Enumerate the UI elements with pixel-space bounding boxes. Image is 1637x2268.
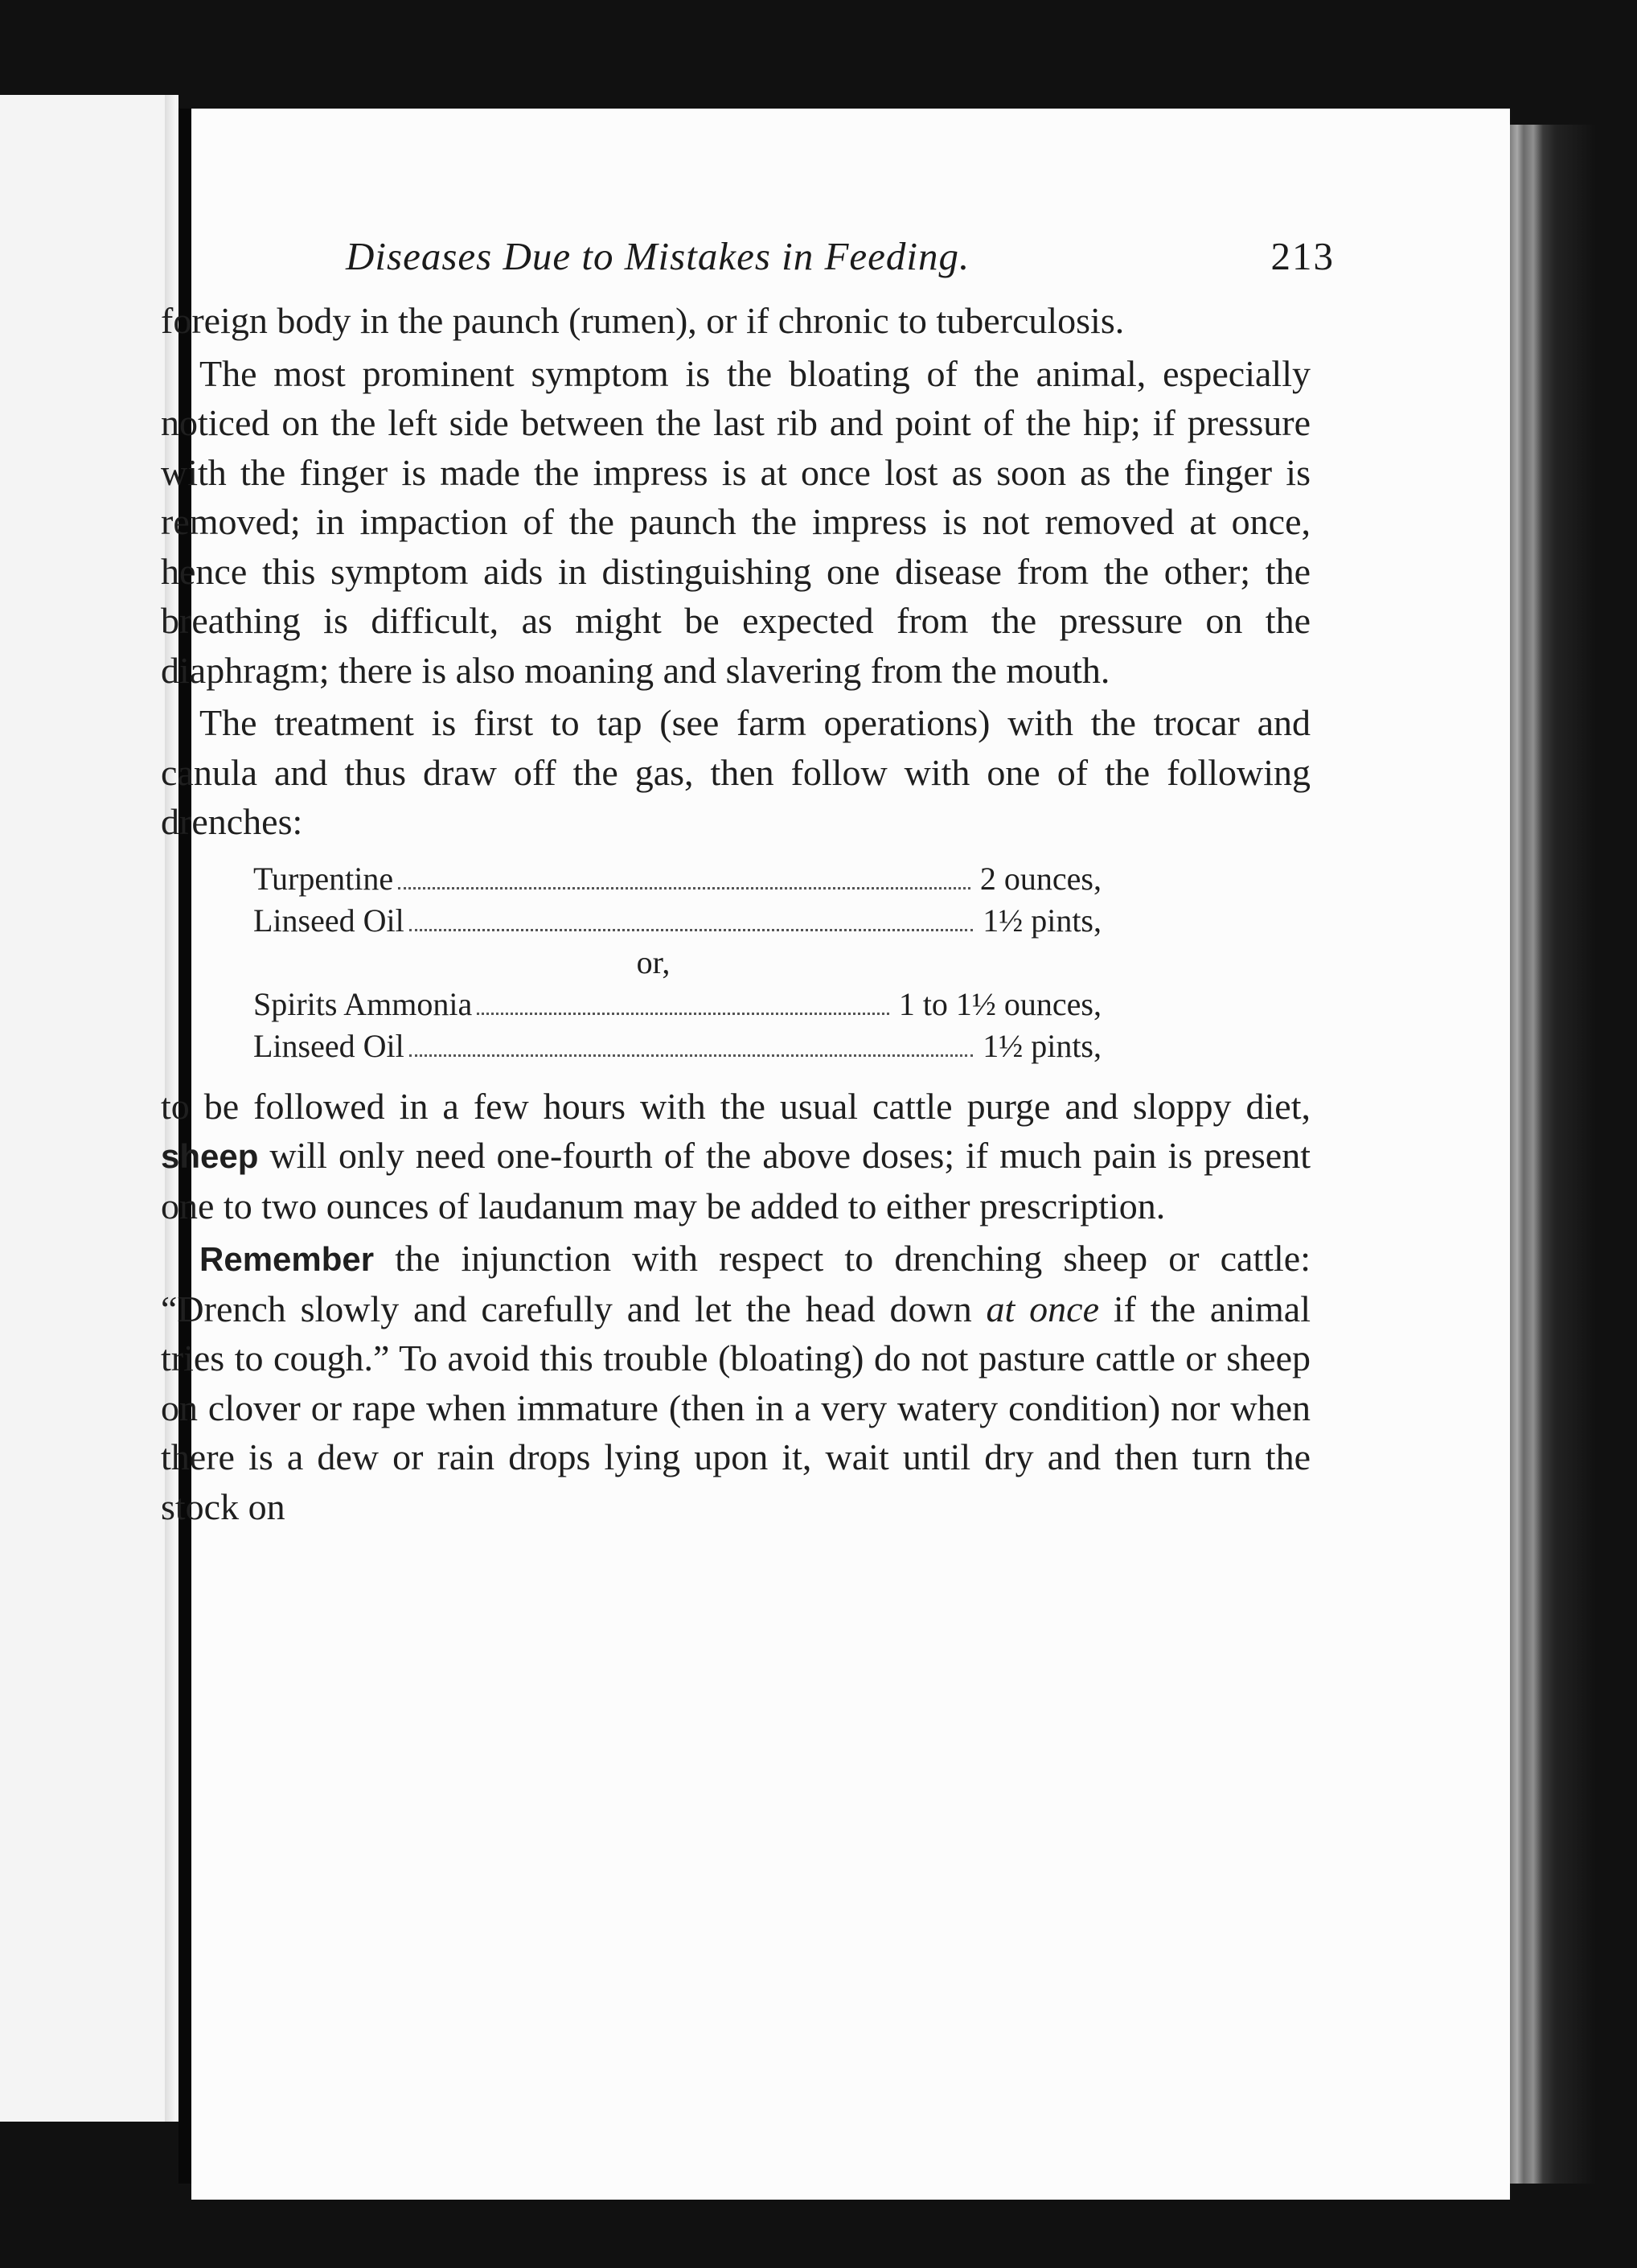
paragraph-2: The most prominent symptom is the bloating of the animal, especially noticed on the left side between the last rib and point of the hip; if pressure with the finger is made the impress is at once lost as soon as the finger is removed; in impaction of the paunch the impress is not removed at once, hence this symptom aids in distinguishing one disease from the other; the breathing is difficult, as might be expected from the pressure on the diaphragm; there is also moaning and slavering from the mouth.	[161, 352, 1311, 691]
paragraph-1: foreign body in the paunch (rumen), or if chronic to tuberculosis.	[161, 300, 1125, 341]
keyword-remember: Remember	[199, 1240, 375, 1278]
ingredient-name: Turpentine	[253, 860, 394, 897]
ingredient-quantity: 1½ pints,	[983, 1027, 1102, 1064]
page-number: 213	[1270, 234, 1335, 278]
emphasis-at-once: at once	[986, 1288, 1100, 1329]
dot-leader	[409, 1054, 973, 1057]
recipe-row	[253, 1025, 1102, 1067]
drench-recipe	[253, 858, 1102, 1067]
ingredient-name: Linseed Oil	[253, 902, 404, 939]
recipe-row	[253, 858, 1102, 900]
ingredient-quantity: 1½ pints,	[983, 902, 1102, 939]
keyword-sheep: sheep	[161, 1137, 259, 1175]
paragraph-4-start: to be followed in a few hours with the usual cattle purge and sloppy diet,	[161, 1085, 1311, 1127]
dot-leader	[398, 887, 970, 890]
dot-leader	[409, 929, 973, 931]
paragraph-4	[161, 1082, 1311, 1231]
running-head	[346, 233, 1335, 279]
recipe-or: or,	[636, 943, 671, 980]
ingredient-quantity: 2 ounces,	[979, 860, 1102, 897]
paragraph-5-part-a: the injunction with respect to drenching sheep or cattle: “Drench slowly and carefully and let the head down	[161, 1238, 1311, 1329]
recipe-row	[253, 984, 1102, 1025]
paragraph-5-part-b: if the animal tries to cough.” To avoid this trouble (bloating) do not pasture cattle or sheep on clover or rape when immature (then in a very watery condition) nor when there is a dew or rain drops lying upon it, wait until dry and then turn the stock on	[161, 1288, 1311, 1527]
paragraph-4-end: will only need one-fourth of the above doses; if much pain is present one to two ounces of laudanum may be added to either prescription.	[161, 1135, 1311, 1226]
dot-leader	[477, 1013, 889, 1015]
paragraph-3: The treatment is first to tap (see farm operations) with the trocar and canula and thus draw off the gas, then follow with one of the following drenches:	[161, 702, 1311, 842]
body-text	[161, 296, 1311, 1535]
ingredient-name: Linseed Oil	[253, 1027, 404, 1064]
running-head-title: Diseases Due to Mistakes in Feeding.	[346, 234, 970, 278]
left-facing-page	[0, 95, 178, 2122]
ingredient-name: Spirits Ammonia	[253, 985, 473, 1022]
paragraph-5	[161, 1234, 1311, 1531]
recipe-row	[253, 900, 1102, 942]
ingredient-quantity: 1 to 1½ ounces,	[898, 985, 1102, 1022]
